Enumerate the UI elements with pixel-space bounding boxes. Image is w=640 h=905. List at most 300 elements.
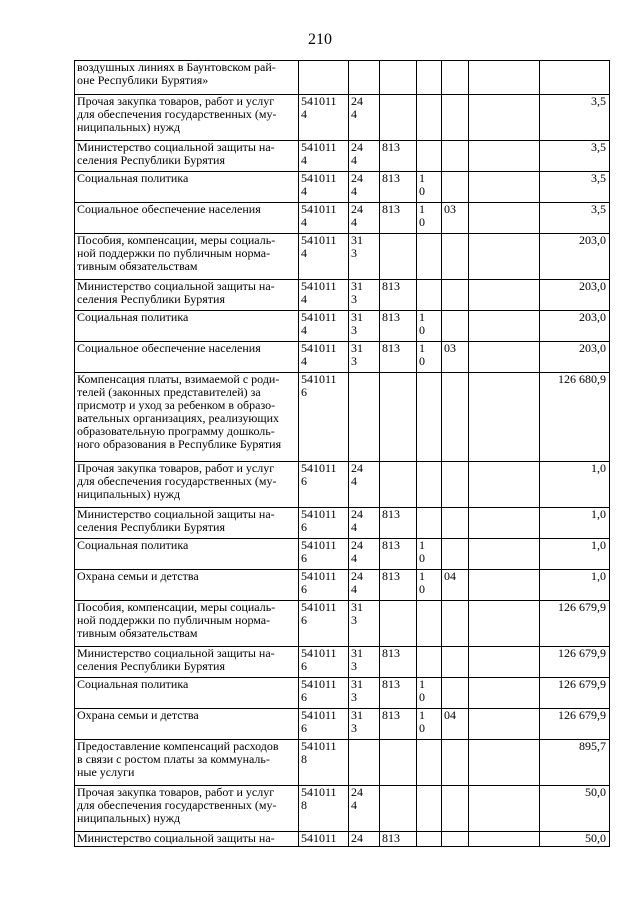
- target-code-line1: 541011: [301, 310, 337, 324]
- target-code-line2: 6: [301, 551, 307, 565]
- target-code-line1: 541011: [301, 831, 337, 845]
- ministry-code-cell: [380, 570, 417, 601]
- amount-value: 203,0: [579, 310, 606, 324]
- row-name-cell: [75, 570, 299, 601]
- empty-cell: [469, 740, 540, 786]
- subsection-cell: [442, 61, 469, 95]
- table-row: [75, 786, 610, 832]
- ministry-code: 813: [382, 202, 400, 216]
- target-code-line2: 6: [301, 659, 307, 673]
- expense-type-line1: 24: [351, 461, 363, 475]
- row-name-cell: [75, 95, 299, 141]
- ministry-code-cell: [380, 740, 417, 786]
- table-row: [75, 462, 610, 508]
- row-name-cell: [75, 342, 299, 373]
- row-name: Социальное обеспечение населения: [77, 202, 261, 216]
- target-code-line1: 541011: [301, 372, 337, 386]
- expense-type-line2: 4: [351, 184, 357, 198]
- target-code-line2: 8: [301, 798, 307, 812]
- table-row: [75, 709, 610, 740]
- amount-value: 1,0: [591, 507, 606, 521]
- empty-cell: [469, 373, 540, 462]
- expense-type-line2: 3: [351, 292, 357, 306]
- row-name: Социальная политика: [77, 310, 189, 324]
- expense-type-cell: [349, 647, 380, 678]
- section-cell: [417, 234, 442, 280]
- target-code-line2: 4: [301, 292, 307, 306]
- expense-type-line1: 24: [351, 538, 363, 552]
- table-row: [75, 203, 610, 234]
- expense-type-cell: [349, 203, 380, 234]
- amount-cell: [540, 373, 610, 462]
- expense-type-line2: 4: [351, 474, 357, 488]
- expense-type-line1: 31: [351, 708, 363, 722]
- page-number: 210: [308, 31, 332, 48]
- subsection-cell: [442, 508, 469, 539]
- target-code-line1: 541011: [301, 569, 337, 583]
- subsection-cell: [442, 203, 469, 234]
- target-code-cell: [299, 786, 349, 832]
- row-name-cell: [75, 462, 299, 508]
- subsection-cell: [442, 647, 469, 678]
- empty-cell: [469, 234, 540, 280]
- expense-type-cell: [349, 234, 380, 280]
- amount-cell: [540, 601, 610, 647]
- section-cell: [417, 647, 442, 678]
- table-row: [75, 95, 610, 141]
- row-name-cell: [75, 678, 299, 709]
- target-code-line1: 541011: [301, 171, 337, 185]
- target-code-cell: [299, 709, 349, 740]
- empty-cell: [469, 95, 540, 141]
- row-name-cell: [75, 61, 299, 95]
- expense-type-line2: 4: [351, 107, 357, 121]
- expense-type-line2: 3: [351, 354, 357, 368]
- target-code-line1: 541011: [301, 507, 337, 521]
- amount-cell: [540, 234, 610, 280]
- expense-type-line1: 24: [351, 171, 363, 185]
- section-cell: [417, 570, 442, 601]
- row-name: Министерство социальной защиты на- селения Республики Бурятия: [77, 646, 275, 673]
- empty-cell: [469, 601, 540, 647]
- row-name: Социальная политика: [77, 171, 189, 185]
- target-code-line2: 6: [301, 385, 307, 399]
- section-line1: 1: [419, 341, 425, 355]
- row-name: Прочая закупка товаров, работ и услуг для обеспечения государственных (му- ниципальных) нужд: [77, 785, 277, 825]
- ministry-code-cell: [380, 280, 417, 311]
- expense-type-cell: [349, 280, 380, 311]
- target-code-cell: [299, 61, 349, 95]
- ministry-code-cell: [380, 601, 417, 647]
- target-code-line2: 6: [301, 582, 307, 596]
- row-name-cell: [75, 203, 299, 234]
- target-code-line2: 4: [301, 215, 307, 229]
- target-code-line2: 6: [301, 721, 307, 735]
- target-code-line1: 541011: [301, 461, 337, 475]
- section-cell: [417, 539, 442, 570]
- target-code-cell: [299, 280, 349, 311]
- expense-type-line1: 24: [351, 785, 363, 799]
- section-cell: [417, 740, 442, 786]
- section-cell: [417, 61, 442, 95]
- target-code-cell: [299, 373, 349, 462]
- amount-value: 126 679,9: [558, 600, 606, 614]
- empty-cell: [469, 539, 540, 570]
- ministry-code-cell: [380, 539, 417, 570]
- ministry-code-cell: [380, 61, 417, 95]
- section-cell: [417, 203, 442, 234]
- target-code-cell: [299, 678, 349, 709]
- expense-type-line1: 31: [351, 233, 363, 247]
- ministry-code-cell: [380, 203, 417, 234]
- expense-type-line2: 4: [351, 153, 357, 167]
- expense-type-line1: 24: [351, 507, 363, 521]
- empty-cell: [469, 678, 540, 709]
- expense-type-cell: [349, 601, 380, 647]
- expense-type-cell: [349, 740, 380, 786]
- row-name-cell: [75, 141, 299, 172]
- target-code-line1: 541011: [301, 233, 337, 247]
- empty-cell: [469, 508, 540, 539]
- row-name: Прочая закупка товаров, работ и услуг для обеспечения государственных (му- ниципальных) нужд: [77, 94, 277, 134]
- target-code-cell: [299, 172, 349, 203]
- subsection-cell: [442, 832, 469, 847]
- ministry-code: 813: [382, 831, 400, 845]
- target-code-cell: [299, 203, 349, 234]
- table-row: [75, 280, 610, 311]
- budget-table: [74, 60, 610, 847]
- ministry-code: 813: [382, 507, 400, 521]
- target-code-line1: 541011: [301, 538, 337, 552]
- amount-cell: [540, 342, 610, 373]
- section-line2: 0: [419, 215, 425, 229]
- expense-type-cell: [349, 95, 380, 141]
- row-name: Охрана семьи и детства: [77, 569, 199, 583]
- subsection-code: 04: [444, 569, 456, 583]
- subsection-cell: [442, 280, 469, 311]
- subsection-cell: [442, 172, 469, 203]
- subsection-cell: [442, 570, 469, 601]
- subsection-code: 04: [444, 708, 456, 722]
- row-name: Прочая закупка товаров, работ и услуг для обеспечения государственных (му- ниципальных) нужд: [77, 461, 277, 501]
- subsection-cell: [442, 311, 469, 342]
- section-line1: 1: [419, 677, 425, 691]
- subsection-cell: [442, 462, 469, 508]
- expense-type-line2: 4: [351, 215, 357, 229]
- section-line2: 0: [419, 323, 425, 337]
- expense-type-cell: [349, 539, 380, 570]
- subsection-cell: [442, 141, 469, 172]
- section-line2: 0: [419, 582, 425, 596]
- expense-type-line1: 24: [351, 202, 363, 216]
- ministry-code-cell: [380, 172, 417, 203]
- target-code-cell: [299, 311, 349, 342]
- table-row: [75, 570, 610, 601]
- amount-value: 895,7: [579, 739, 606, 753]
- section-line1: 1: [419, 569, 425, 583]
- expense-type-line2: 4: [351, 798, 357, 812]
- target-code-line1: 541011: [301, 600, 337, 614]
- ministry-code: 813: [382, 646, 400, 660]
- amount-value: 3,5: [591, 140, 606, 154]
- section-line2: 0: [419, 690, 425, 704]
- amount-value: 203,0: [579, 341, 606, 355]
- table-row: [75, 601, 610, 647]
- section-cell: [417, 172, 442, 203]
- expense-type-line1: 24: [351, 569, 363, 583]
- amount-value: 126 680,9: [558, 372, 606, 386]
- row-name-cell: [75, 172, 299, 203]
- expense-type-line1: 24: [351, 94, 363, 108]
- empty-cell: [469, 311, 540, 342]
- target-code-cell: [299, 95, 349, 141]
- subsection-code: 03: [444, 341, 456, 355]
- amount-cell: [540, 539, 610, 570]
- expense-type-line2: 3: [351, 246, 357, 260]
- target-code-line2: 8: [301, 752, 307, 766]
- expense-type-cell: [349, 342, 380, 373]
- row-name-cell: [75, 539, 299, 570]
- amount-value: 3,5: [591, 171, 606, 185]
- expense-type-line1: 31: [351, 600, 363, 614]
- target-code-line1: 541011: [301, 140, 337, 154]
- ministry-code-cell: [380, 95, 417, 141]
- ministry-code-cell: [380, 508, 417, 539]
- amount-value: 3,5: [591, 94, 606, 108]
- amount-cell: [540, 832, 610, 847]
- table-row: [75, 373, 610, 462]
- ministry-code-cell: [380, 342, 417, 373]
- target-code-line1: 541011: [301, 677, 337, 691]
- empty-cell: [469, 647, 540, 678]
- expense-type-cell: [349, 172, 380, 203]
- row-name-cell: [75, 832, 299, 847]
- expense-type-line1: 31: [351, 646, 363, 660]
- target-code-cell: [299, 234, 349, 280]
- row-name: Пособия, компенсации, меры социаль- ной поддержки по публичным норма- тивным обязательствам: [77, 600, 276, 640]
- row-name-cell: [75, 311, 299, 342]
- expense-type-cell: [349, 570, 380, 601]
- ministry-code-cell: [380, 234, 417, 280]
- amount-cell: [540, 462, 610, 508]
- expense-type-cell: [349, 373, 380, 462]
- ministry-code-cell: [380, 786, 417, 832]
- expense-type-line1: 31: [351, 677, 363, 691]
- subsection-cell: [442, 678, 469, 709]
- target-code-line2: 4: [301, 246, 307, 260]
- amount-cell: [540, 786, 610, 832]
- table-row: [75, 740, 610, 786]
- target-code-line2: 4: [301, 107, 307, 121]
- section-cell: [417, 373, 442, 462]
- expense-type-cell: [349, 61, 380, 95]
- expense-type-cell: [349, 709, 380, 740]
- expense-type-line2: 3: [351, 323, 357, 337]
- row-name-cell: [75, 601, 299, 647]
- target-code-line1: 541011: [301, 279, 337, 293]
- target-code-line1: 541011: [301, 708, 337, 722]
- table-row: [75, 141, 610, 172]
- row-name: Предоставление компенсаций расходов в связи с ростом платы за коммуналь- ные услуги: [77, 739, 279, 779]
- empty-cell: [469, 141, 540, 172]
- amount-value: 50,0: [585, 831, 606, 845]
- row-name: Охрана семьи и детства: [77, 708, 199, 722]
- target-code-cell: [299, 141, 349, 172]
- subsection-code: 03: [444, 202, 456, 216]
- amount-value: 126 679,9: [558, 646, 606, 660]
- row-name: Пособия, компенсации, меры социаль- ной поддержки по публичным норма- тивным обязательствам: [77, 233, 276, 273]
- amount-value: 126 679,9: [558, 708, 606, 722]
- section-cell: [417, 786, 442, 832]
- empty-cell: [469, 172, 540, 203]
- row-name: Социальное обеспечение населения: [77, 341, 261, 355]
- row-name: Социальная политика: [77, 538, 189, 552]
- ministry-code: 813: [382, 708, 400, 722]
- section-line1: 1: [419, 708, 425, 722]
- empty-cell: [469, 203, 540, 234]
- row-name: Министерство социальной защиты на- селения Республики Бурятия: [77, 140, 275, 167]
- ministry-code: 813: [382, 279, 400, 293]
- section-cell: [417, 95, 442, 141]
- amount-cell: [540, 508, 610, 539]
- section-line2: 0: [419, 354, 425, 368]
- target-code-cell: [299, 539, 349, 570]
- target-code-cell: [299, 647, 349, 678]
- table-row: [75, 832, 610, 847]
- amount-cell: [540, 740, 610, 786]
- expense-type-line1: 31: [351, 310, 363, 324]
- expense-type-cell: [349, 141, 380, 172]
- expense-type-cell: [349, 678, 380, 709]
- empty-cell: [469, 280, 540, 311]
- target-code-cell: [299, 570, 349, 601]
- subsection-cell: [442, 786, 469, 832]
- section-line2: 0: [419, 184, 425, 198]
- ministry-code: 813: [382, 171, 400, 185]
- section-cell: [417, 832, 442, 847]
- row-name: Министерство социальной защиты на- селения Республики Бурятия: [77, 507, 275, 534]
- row-name-cell: [75, 234, 299, 280]
- expense-type-cell: [349, 311, 380, 342]
- section-line2: 0: [419, 551, 425, 565]
- amount-cell: [540, 61, 610, 95]
- row-name: Министерство социальной защиты на-: [77, 831, 275, 845]
- target-code-cell: [299, 342, 349, 373]
- row-name-cell: [75, 786, 299, 832]
- ministry-code-cell: [380, 832, 417, 847]
- row-name-cell: [75, 508, 299, 539]
- section-cell: [417, 462, 442, 508]
- section-cell: [417, 311, 442, 342]
- expense-type-cell: [349, 786, 380, 832]
- row-name-cell: [75, 740, 299, 786]
- target-code-line2: 6: [301, 474, 307, 488]
- ministry-code: 813: [382, 538, 400, 552]
- expense-type-line2: 3: [351, 721, 357, 735]
- section-cell: [417, 342, 442, 373]
- target-code-cell: [299, 508, 349, 539]
- expense-type-cell: [349, 462, 380, 508]
- ministry-code-cell: [380, 311, 417, 342]
- target-code-line2: 4: [301, 323, 307, 337]
- amount-cell: [540, 141, 610, 172]
- empty-cell: [469, 61, 540, 95]
- ministry-code-cell: [380, 647, 417, 678]
- expense-type-line1: 24: [351, 831, 363, 845]
- target-code-line2: 6: [301, 520, 307, 534]
- expense-type-line2: 3: [351, 613, 357, 627]
- target-code-line1: 541011: [301, 646, 337, 660]
- amount-value: 203,0: [579, 279, 606, 293]
- expense-type-line2: 3: [351, 690, 357, 704]
- ministry-code-cell: [380, 709, 417, 740]
- amount-value: 1,0: [591, 569, 606, 583]
- expense-type-line2: 4: [351, 582, 357, 596]
- budget-table-body: [75, 61, 610, 847]
- empty-cell: [469, 462, 540, 508]
- amount-value: 3,5: [591, 202, 606, 216]
- target-code-cell: [299, 832, 349, 847]
- table-row: [75, 342, 610, 373]
- empty-cell: [469, 832, 540, 847]
- table-row: [75, 539, 610, 570]
- row-name-cell: [75, 709, 299, 740]
- subsection-cell: [442, 539, 469, 570]
- ministry-code-cell: [380, 373, 417, 462]
- table-row: [75, 234, 610, 280]
- expense-type-line1: 24: [351, 140, 363, 154]
- target-code-cell: [299, 601, 349, 647]
- row-name-cell: [75, 280, 299, 311]
- ministry-code: 813: [382, 310, 400, 324]
- row-name: воздушных линиях в Баунтовском рай- оне Республики Бурятия»: [77, 60, 276, 87]
- row-name: Компенсация платы, взимаемой с роди- телей (законных представителей) за присмотр и уход за ребенком в образо- вательных организациях, реализующих образовательную программу дошколь- ного образования в Республике Бурятия: [77, 372, 282, 451]
- target-code-line1: 541011: [301, 341, 337, 355]
- ministry-code-cell: [380, 462, 417, 508]
- row-name: Социальная политика: [77, 677, 189, 691]
- section-cell: [417, 709, 442, 740]
- amount-cell: [540, 570, 610, 601]
- ministry-code-cell: [380, 678, 417, 709]
- target-code-line2: 6: [301, 613, 307, 627]
- table-row: [75, 61, 610, 95]
- subsection-cell: [442, 740, 469, 786]
- ministry-code-cell: [380, 141, 417, 172]
- subsection-cell: [442, 373, 469, 462]
- table-row: [75, 678, 610, 709]
- amount-value: 126 679,9: [558, 677, 606, 691]
- subsection-cell: [442, 342, 469, 373]
- amount-cell: [540, 203, 610, 234]
- amount-value: 203,0: [579, 233, 606, 247]
- ministry-code: 813: [382, 677, 400, 691]
- target-code-line1: 541011: [301, 739, 337, 753]
- expense-type-line2: 4: [351, 520, 357, 534]
- subsection-cell: [442, 95, 469, 141]
- empty-cell: [469, 570, 540, 601]
- expense-type-line1: 31: [351, 341, 363, 355]
- table-row: [75, 647, 610, 678]
- expense-type-line2: 4: [351, 551, 357, 565]
- section-line1: 1: [419, 538, 425, 552]
- amount-cell: [540, 280, 610, 311]
- subsection-cell: [442, 601, 469, 647]
- target-code-line2: 4: [301, 184, 307, 198]
- empty-cell: [469, 342, 540, 373]
- target-code-line2: 6: [301, 690, 307, 704]
- amount-cell: [540, 678, 610, 709]
- ministry-code: 813: [382, 140, 400, 154]
